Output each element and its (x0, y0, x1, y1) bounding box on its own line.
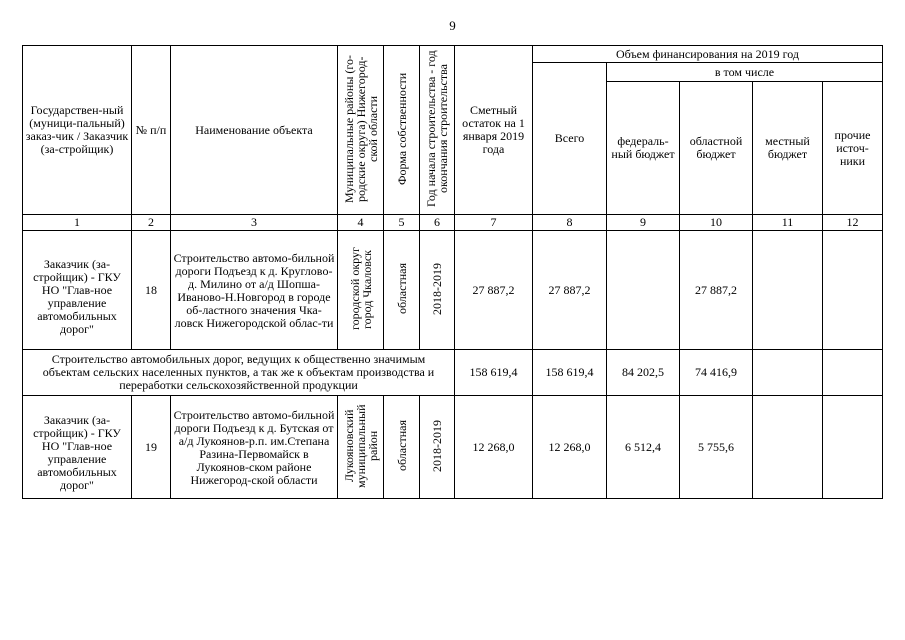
section-row (23, 350, 883, 396)
row-district: городской округ город Чкаловск (338, 231, 384, 350)
row-years: 2018-2019 (420, 231, 455, 350)
header-total: Всего (533, 63, 607, 215)
row-object: Строительство автомо-бильной дороги Подъезд к д. Бутская от а/д Лукоянов-р.п. им.Степана Разина-Первомайск в Лукоянов-ском районе Нижегород-ской области (171, 396, 338, 499)
financing-table (22, 45, 883, 499)
header-row-1 (23, 46, 883, 63)
page-number: 9 (449, 18, 456, 33)
col-number: 1 (23, 215, 132, 231)
header-num: № п/п (132, 46, 171, 215)
col-number: 11 (753, 215, 823, 231)
section-title: Строительство автомобильных дорог, ведущих к общественно значимым объектам сельских населенных пунктов, а так же к объектам производства и переработки сельскохозяйственной продукции (23, 350, 455, 396)
col-number: 7 (455, 215, 533, 231)
row-local (753, 396, 823, 499)
row-regional: 5 755,6 (680, 396, 753, 499)
header-including: в том числе (607, 63, 883, 82)
row-balance: 12 268,0 (455, 396, 533, 499)
row-customer: Заказчик (за-стройщик) - ГКУ НО "Глав-ное управление автомобильных дорог" (23, 231, 132, 350)
header-customer: Государствен-ный (муници-пальный) заказ-чик / Заказчик (за-стройщик) (23, 46, 132, 215)
header-local: местный бюджет (753, 82, 823, 215)
section-federal: 84 202,5 (607, 350, 680, 396)
col-number: 6 (420, 215, 455, 231)
section-other (823, 350, 883, 396)
col-number: 4 (338, 215, 384, 231)
header-regional: областной бюджет (680, 82, 753, 215)
section-local (753, 350, 823, 396)
row-regional: 27 887,2 (680, 231, 753, 350)
header-balance: Сметный остаток на 1 января 2019 года (455, 46, 533, 215)
table-row (23, 231, 883, 350)
header-federal: федераль-ный бюджет (607, 82, 680, 215)
row-num: 18 (132, 231, 171, 350)
table-row (23, 396, 883, 499)
header-object-name: Наименование объекта (171, 46, 338, 215)
row-federal (607, 231, 680, 350)
section-regional: 74 416,9 (680, 350, 753, 396)
col-number: 3 (171, 215, 338, 231)
row-local (753, 231, 823, 350)
row-num: 19 (132, 396, 171, 499)
row-object: Строительство автомо-бильной дороги Подъезд к д. Кругловo-д. Милино от а/д Шопша-Иваново-Н.Новгород в городе об-ластного значения Чка-ловск Нижегородской облас-ти (171, 231, 338, 350)
col-number: 8 (533, 215, 607, 231)
section-balance: 158 619,4 (455, 350, 533, 396)
row-customer: Заказчик (за-стройщик) - ГКУ НО "Глав-ное управление автомобильных дорог" (23, 396, 132, 499)
row-other (823, 231, 883, 350)
row-district: Лукояновский муниципальный район (338, 396, 384, 499)
row-total: 12 268,0 (533, 396, 607, 499)
header-districts: Муниципальные районы (го-родские округа) Нижегород-ской области (338, 46, 384, 215)
col-number: 12 (823, 215, 883, 231)
header-financing: Объем финансирования на 2019 год (533, 46, 883, 63)
row-years: 2018-2019 (420, 396, 455, 499)
header-ownership: Форма собственности (384, 46, 420, 215)
header-other: прочие источ-ники (823, 82, 883, 215)
row-ownership: областная (384, 396, 420, 499)
column-number-row (23, 215, 883, 231)
row-ownership: областная (384, 231, 420, 350)
col-number: 9 (607, 215, 680, 231)
section-total: 158 619,4 (533, 350, 607, 396)
row-federal: 6 512,4 (607, 396, 680, 499)
col-number: 5 (384, 215, 420, 231)
col-number: 2 (132, 215, 171, 231)
row-balance: 27 887,2 (455, 231, 533, 350)
header-years: Год начала строительства - год окончания строительства (420, 46, 455, 215)
row-other (823, 396, 883, 499)
col-number: 10 (680, 215, 753, 231)
row-total: 27 887,2 (533, 231, 607, 350)
